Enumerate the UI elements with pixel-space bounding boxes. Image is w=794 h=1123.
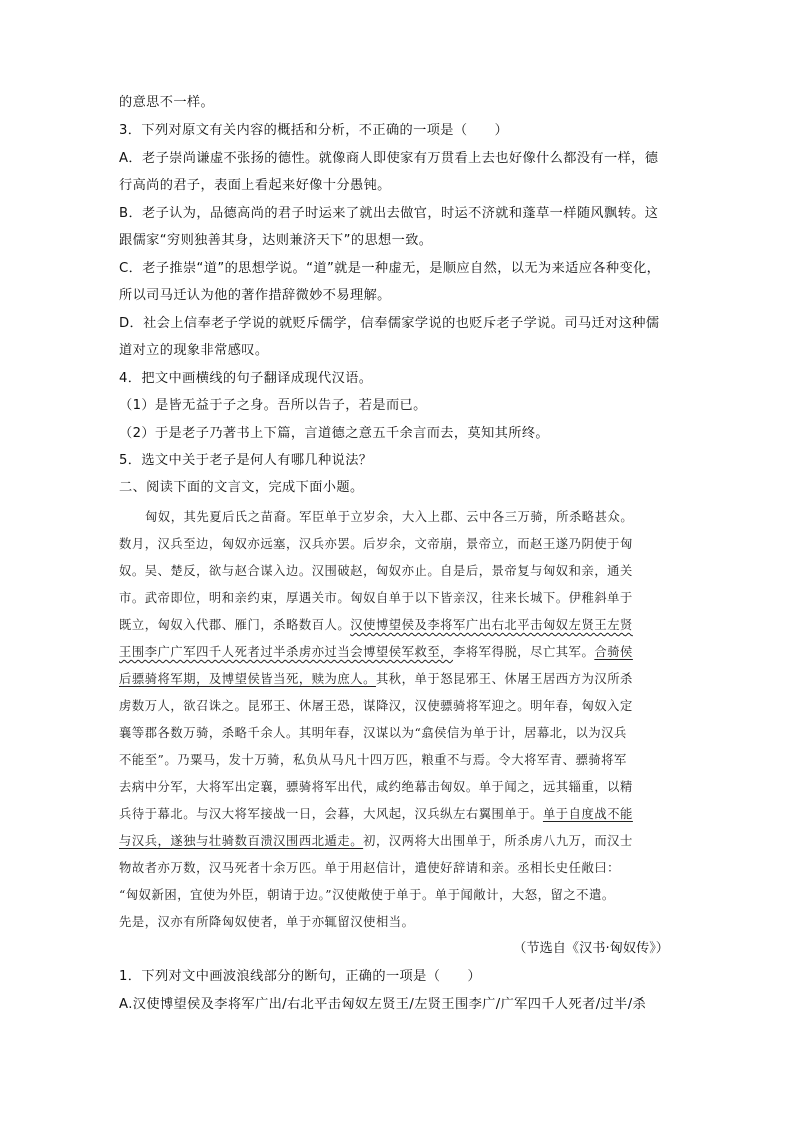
passage-line: “匈奴新困，宜使为外臣，朝请于边。”汉使敞使于单于。单于闻敞计，大怒，留之不遣。: [119, 888, 615, 902]
passage-text: 李将军得脱，尽亡其军。: [453, 645, 595, 659]
passage-line: 数月，汉兵至边，匈奴亦远塞，汉兵亦罢。后岁余，文帝崩，景帝立，而赵王遂乃阴使于匈: [119, 537, 633, 551]
q4-sentence-1: （1）是皆无益于子之身。吾所以告子，若是而已。: [119, 398, 427, 413]
wavy-underlined-text: 王围李广广军四千人死者过半杀虏亦过当会博望侯军救至，: [119, 645, 454, 659]
underlined-sentence: 与汉兵，遂独与壮骑数百溃汉围西北遁走。: [119, 834, 364, 848]
q3-option-c-line2: 所以司马迁认为他的著作措辞微妙不易理解。: [119, 288, 391, 303]
passage-text: 其秋，单于怒昆邪王、休屠王居西方为汉所杀: [375, 672, 633, 686]
passage-line: [119, 805, 684, 823]
q3-option-b-line1: B．老子认为，品德高尚的君子时运来了就出去做官，时运不济就和蓬草一样随风飘转。这: [119, 206, 659, 221]
passage-text: 初，汉两将大出围单于，所杀虏八九万，而汉士: [363, 834, 633, 848]
q3-option-b-line2: 跟儒家“穷则独善其身，达则兼济天下”的思想一致。: [119, 233, 433, 248]
passage-line: 物故者亦万数，汉马死者十余万匹。单于用赵信计，遣使好辞请和亲。丞相长史任敞曰：: [119, 861, 621, 875]
continuation-line: 的意思不一样。: [119, 95, 215, 110]
question-5-stem: 5．选文中关于老子是何人有哪几种说法？: [119, 453, 373, 468]
underlined-sentence: 合骑侯: [594, 645, 633, 659]
wavy-underlined-text: 汉使博望侯及李将军广出右北平击匈奴左贤王左贤: [350, 618, 633, 632]
passage-line: 匈奴，其先夏后氏之苗裔。军臣单于立岁余，大入上郡、云中各三万骑，所杀略甚众。: [145, 510, 634, 524]
passage-line: 不能至”。乃粟马，发十万骑，私负从马凡十四万匹，粮重不与焉。令大将军青、骠骑将军: [119, 753, 627, 767]
q3-option-d-line2: 道对立的现象非常感叹。: [119, 343, 269, 358]
passage-line: 虏数万人，欲召诛之。昆邪王、休屠王恐，谋降汉，汉使骠骑将军迎之。明年春，匈奴入定: [119, 699, 633, 713]
q3-option-d-line1: D．社会上信奉老子学说的就贬斥儒学，信奉儒家学说的也贬斥老子学说。司马迁对这种儒: [119, 316, 660, 331]
q3-option-a-line2: 行高尚的君子，表面上看起来好像十分愚钝。: [119, 178, 391, 193]
question-4-stem: 4．把文中画横线的句子翻译成现代汉语。: [119, 371, 373, 386]
passage-line: 市。武帝即位，明和亲约束，厚遇关市。匈奴自单于以下皆亲汉，往来长城下。伊稚斜单于: [119, 591, 633, 605]
question-3-stem: 3．下列对原文有关内容的概括和分析，不正确的一项是（ ）: [119, 123, 509, 138]
passage-text: 兵待于幕北。与汉大将军接战一日，会暮，大风起，汉兵纵左右翼围单于。: [119, 807, 543, 821]
passage-line: 襄等郡各数万骑，杀略千余人。其明年春，汉谋以为“翕侯信为单于计，居幕北，以为汉兵: [119, 726, 627, 740]
passage-line: [119, 670, 684, 688]
q3-option-c-line1: C．老子推崇“道”的思想学说。“道”就是一种虚无，是顺应自然，以无为来适应各种变化，: [119, 261, 661, 276]
passage-text: 既立，匈奴入代郡、雁门，杀略数百人。: [119, 618, 351, 632]
passage-source: （节选自《汉书·匈奴传》）: [513, 941, 669, 956]
passage-line: [119, 616, 684, 634]
passage-line: [119, 643, 684, 661]
passage-line: 奴。吴、楚反，欲与赵合谋入边。汉围破赵，匈奴亦止。自是后，景帝复与匈奴和亲，通关: [119, 564, 633, 578]
passage-line: [119, 832, 684, 850]
underlined-sentence: 单于自度战不能: [542, 807, 633, 821]
section-2-heading: 二、阅读下面的文言文，完成下面小题。: [119, 480, 364, 495]
passage-line: 先是，汉亦有所降匈奴使者，单于亦辄留汉使相当。: [119, 915, 415, 929]
q3-option-a-line1: A．老子崇尚谦虚不张扬的德性。就像商人即使家有万贯看上去也好像什么都没有一样，德: [119, 151, 659, 166]
passage-line: 去病中分军，大将军出定襄，骠骑将军出代，咸约绝幕击匈奴。单于闻之，远其辎重，以精: [119, 780, 633, 794]
q1-option-a: A.汉使博望侯及李将军广出/右北平击匈奴左贤王/左贤王围李广/广军四千人死者/过半/杀: [119, 997, 647, 1012]
q4-sentence-2: （2）于是老子乃著书上下篇，言道德之意五千余言而去，莫知其所终。: [119, 426, 549, 441]
underlined-sentence: 后骠骑将军期，及博望侯皆当死，赎为庶人。: [119, 672, 376, 686]
question-1-stem: 1．下列对文中画波浪线部分的断句，正确的一项是（ ）: [119, 969, 482, 984]
